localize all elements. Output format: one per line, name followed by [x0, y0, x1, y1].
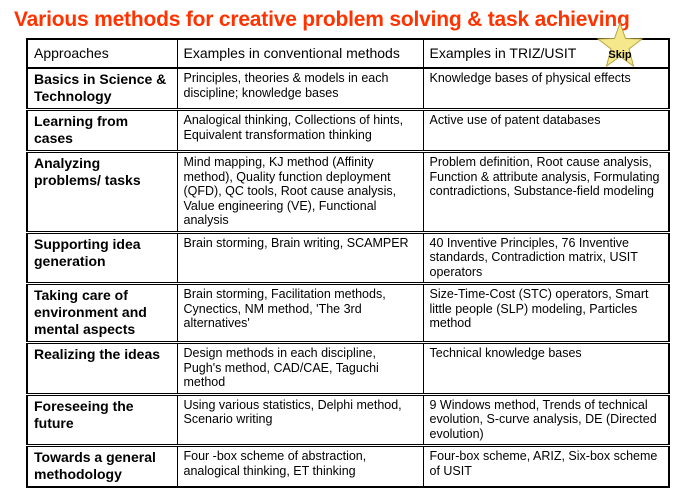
table-row	[27, 394, 669, 446]
triz-cell: Knowledge bases of physical effects	[423, 68, 669, 110]
table-header-row	[27, 39, 669, 68]
approach-cell: Learning from cases	[27, 110, 177, 152]
table-row	[27, 110, 669, 152]
header-conventional: Examples in conventional methods	[177, 39, 423, 68]
methods-table	[26, 38, 670, 488]
star-icon	[596, 22, 644, 68]
table-row	[27, 232, 669, 284]
triz-cell: Four-box scheme, ARIZ, Six-box scheme of USIT	[423, 446, 669, 488]
skip-button[interactable]	[596, 22, 644, 68]
approach-cell: Supporting idea generation	[27, 232, 177, 284]
conventional-cell: Design methods in each discipline, Pugh's method, CAD/CAE, Taguchi method	[177, 343, 423, 395]
table-row	[27, 152, 669, 233]
header-triz-usit: Examples in TRIZ/USIT	[423, 39, 669, 68]
table-row	[27, 284, 669, 343]
conventional-cell: Brain storming, Brain writing, SCAMPER	[177, 232, 423, 284]
triz-cell: Technical knowledge bases	[423, 343, 669, 395]
triz-cell: Size-Time-Cost (STC) operators, Smart little people (SLP) modeling, Particles method	[423, 284, 669, 343]
conventional-cell: Using various statistics, Delphi method, Scenario writing	[177, 394, 423, 446]
approach-cell: Taking care of environment and mental aspects	[27, 284, 177, 343]
conventional-cell: Brain storming, Facilitation methods, Cynectics, NM method, 'The 3rd alternatives'	[177, 284, 423, 343]
conventional-cell: Principles, theories & models in each discipline; knowledge bases	[177, 68, 423, 110]
triz-cell: 40 Inventive Principles, 76 Inventive standards, Contradiction matrix, USIT operators	[423, 232, 669, 284]
conventional-cell: Four -box scheme of abstraction, analogical thinking, ET thinking	[177, 446, 423, 488]
triz-cell: Active use of patent databases	[423, 110, 669, 152]
table-row	[27, 446, 669, 488]
slide-title: Various methods for creative problem solving & task achieving	[14, 8, 630, 31]
triz-cell: 9 Windows method, Trends of technical evolution, S-curve analysis, DE (Directed evolution)	[423, 394, 669, 446]
header-approaches: Approaches	[27, 39, 177, 68]
approach-cell: Basics in Science & Technology	[27, 68, 177, 110]
triz-cell: Problem definition, Root cause analysis, Function & attribute analysis, Formulating contradictions, Substance-field modeling	[423, 152, 669, 233]
table-row	[27, 68, 669, 110]
approach-cell: Realizing the ideas	[27, 343, 177, 395]
table-row	[27, 343, 669, 395]
approach-cell: Analyzing problems/ tasks	[27, 152, 177, 233]
conventional-cell: Analogical thinking, Collections of hints, Equivalent transformation thinking	[177, 110, 423, 152]
conventional-cell: Mind mapping, KJ method (Affinity method), Quality function deployment (QFD), QC tools, Root cause analysis, Value engineering (VE), Functional analysis	[177, 152, 423, 233]
approach-cell: Foreseeing the future	[27, 394, 177, 446]
approach-cell: Towards a general methodology	[27, 446, 177, 488]
skip-label: Skip	[608, 49, 632, 61]
